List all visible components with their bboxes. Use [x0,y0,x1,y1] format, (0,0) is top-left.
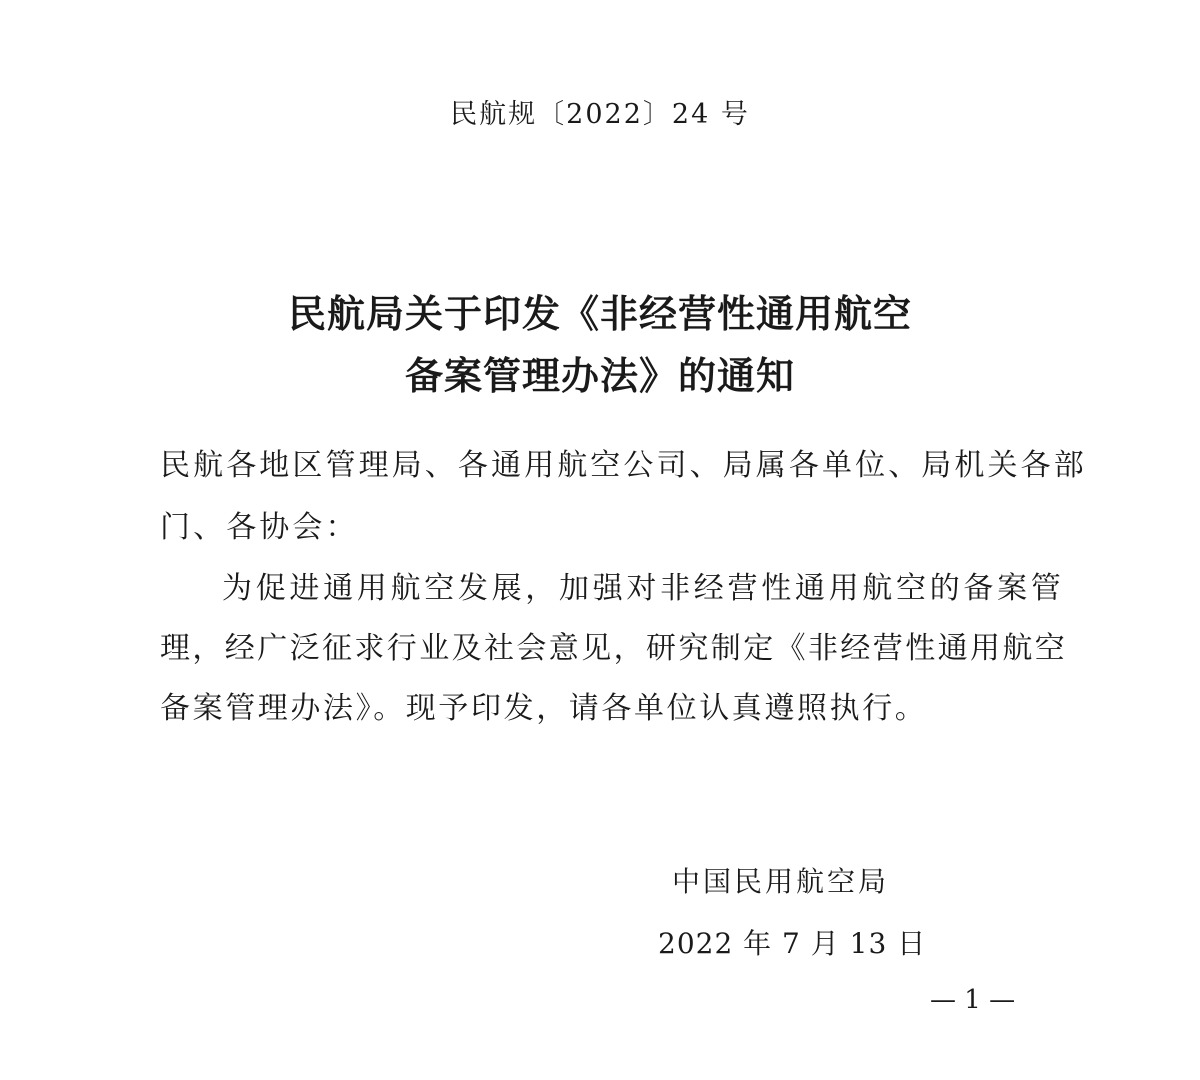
issuer-signature: 中国民用航空局 [672,865,890,898]
title-line-2: 备案管理办法》的通知 [404,354,795,398]
page-number: — 1 — [930,985,1016,1015]
document-number: 民航规〔2022〕24 号 [450,99,750,130]
body-paragraph-line-2: 理，经广泛征求行业及社会意见，研究制定《非经营性通用航空 [160,631,1068,666]
issue-date: 2022 年 7 月 13 日 [658,927,927,960]
title-line-1: 民航局关于印发《非经营性通用航空 [287,292,912,336]
body-paragraph-line-3: 备案管理办法》。现予印发，请各单位认真遵照执行。 [160,691,928,726]
addressee-line-1: 民航各地区管理局、各通用航空公司、局属各单位、局机关各部 [160,448,1087,483]
addressee-line-2: 门、各协会： [160,510,359,545]
body-paragraph-line-1: 为促进通用航空发展，加强对非经营性通用航空的备案管 [222,571,1065,606]
document-title [0,283,1200,407]
